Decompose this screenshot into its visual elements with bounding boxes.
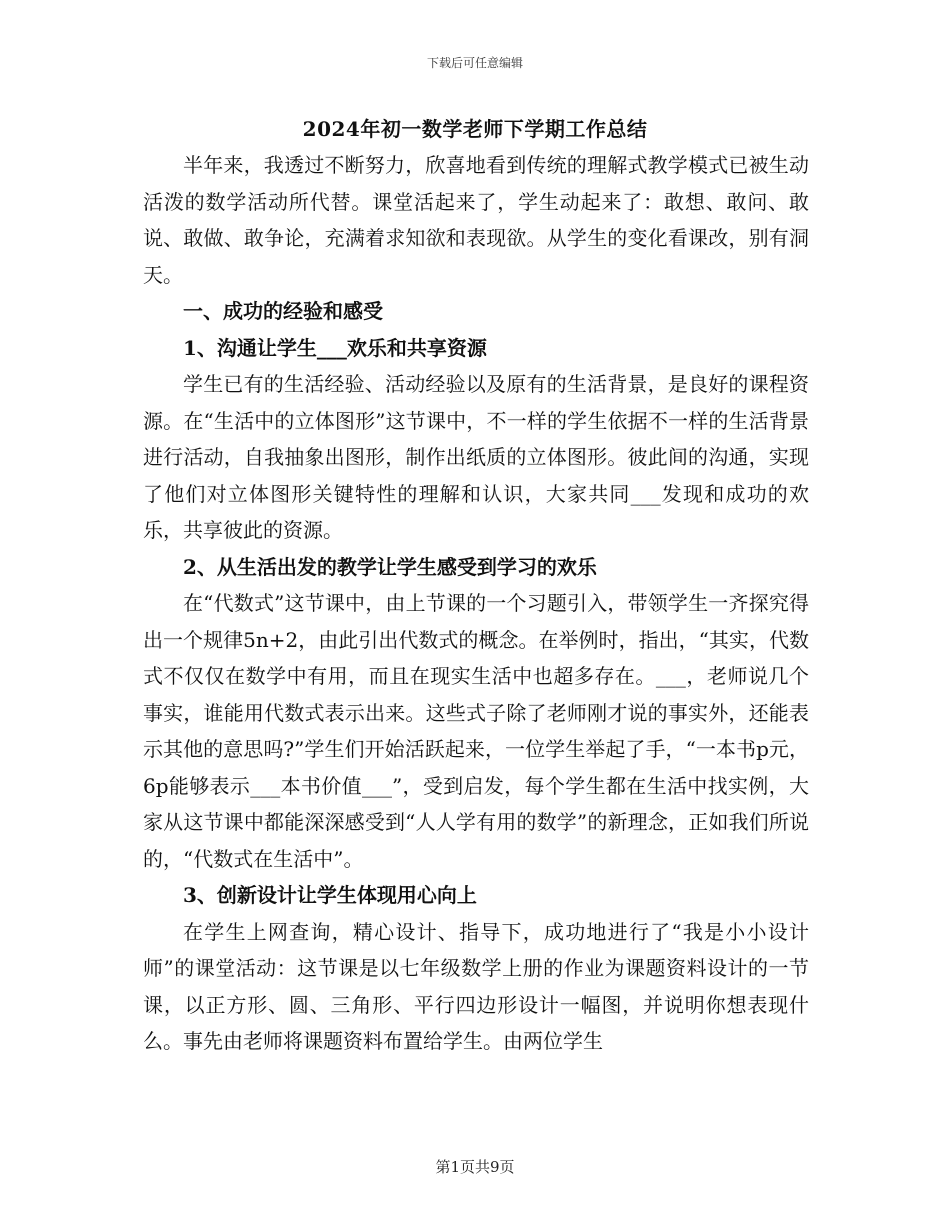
subheading-creative-design: 3、创新设计让学生体现用心向上 [183,883,477,907]
page-number: 第1页共9页 [435,1158,515,1176]
paragraph-algebra: 在“代数式”这节课中，由上节课的一个习题引入，带领学生一齐探究得出一个规律5n+2，由此引出代数式的概念。在举例时，指出，“其实，代数式不仅仅在数学中有用，而且在现实生活中也超多存在。___，老师说几个事实，谁能用代数式表示出来。这些式子除了老师刚才说的事实外，还能表示其他的意思吗?”学生们开始活跃起来，一位学生举起了手，“一本书p元，6p能够表示___本书价值___”，受到启发，每个学生都在生活中找实例，大家从这节课中都能深深感受到“人人学有用的数学”的新理念，正如我们所说的，“代数式在生活中”。 [143,591,809,871]
subheading-life-teaching: 2、从生活出发的教学让学生感受到学习的欢乐 [183,554,597,579]
section-heading-experience: 一、成功的经验和感受 [183,299,383,323]
document-title: 2024年初一数学老师下学期工作总结 [302,117,648,141]
paragraph-design-activity: 在学生上网查询，精心设计、指导下，成功地进行了“我是小小设计师”的课堂活动：这节课是以七年级数学上册的作业为课题资料设计的一节课，以正方形、圆、三角形、平行四边形设计一幅图，并说明你想表现什么。事先由老师将课题资料布置给学生。由两位学生 [143,919,809,1053]
paragraph-intro: 半年来，我透过不断努力，欣喜地看到传统的理解式教学模式已被生动活泼的数学活动所代替。课堂活起来了，学生动起来了：敢想、敢问、敢说、敢做、敢争论，充满着求知欲和表现欲。从学生的变化看课改，别有洞天。 [143,153,809,287]
document-body [143,147,809,1060]
subheading-communication: 1、沟通让学生___欢乐和共享资源 [183,335,487,360]
paragraph-communication: 学生已有的生活经验、活动经验以及原有的生活背景，是良好的课程资源。在“生活中的立体图形”这节课中，不一样的学生依据不一样的生活背景进行活动，自我抽象出图形，制作出纸质的立体图形。彼此间的沟通，实现了他们对立体图形关键特性的理解和认识，大家共同___发现和成功的欢乐，共享彼此的资源。 [143,372,809,542]
header-note: 下载后可任意编辑 [426,56,523,70]
